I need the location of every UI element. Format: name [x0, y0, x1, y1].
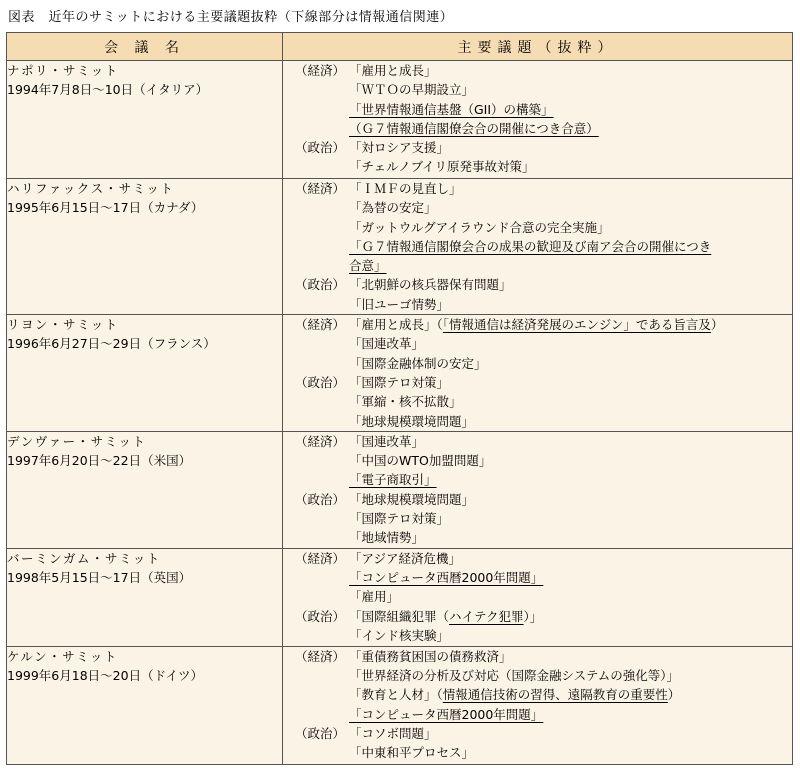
agenda-category: （経済）: [294, 648, 345, 664]
ict-related-text: 合意」: [349, 258, 387, 274]
agenda-text: ）」: [523, 608, 543, 624]
agenda-item: [349, 354, 792, 373]
agenda-text: 「国際テロ対策」: [349, 511, 450, 527]
summit-name: ケルン・サミット: [7, 648, 118, 664]
ict-related-text: ハイテク犯罪: [449, 608, 524, 624]
agenda-line: [283, 61, 792, 80]
agenda-category: [283, 412, 349, 431]
agenda-category: （政治）: [294, 277, 345, 293]
agenda-item: [349, 119, 792, 138]
agenda-category: [283, 354, 349, 373]
agenda-line: [283, 295, 792, 314]
agenda-item: [349, 607, 792, 626]
agenda-text: 「為替の安定」: [349, 200, 437, 216]
agenda-category: （経済）: [294, 433, 345, 449]
agenda-line: [283, 587, 792, 606]
summit-agenda-table: [6, 32, 793, 765]
agenda-item: [349, 451, 792, 470]
agenda-line: [283, 100, 792, 119]
agenda-item: [349, 490, 792, 509]
agenda-text: 「中東和平プロセス」: [349, 745, 475, 761]
agenda-line: [283, 256, 792, 275]
agenda-line: [283, 666, 792, 685]
agenda-text: 「チェルノブイリ原発事故対策」: [349, 159, 535, 175]
agenda-line: [283, 119, 792, 138]
agenda-category: [283, 666, 349, 685]
agenda-item: [349, 237, 792, 256]
agenda-item: [349, 80, 792, 99]
table-row: [7, 61, 793, 179]
agenda-category: [283, 100, 349, 119]
agenda-item: [349, 528, 792, 547]
summit-date: 1998年5月15日〜17日（英国）: [7, 569, 192, 585]
agenda-item: [349, 138, 792, 157]
summit-cell: [7, 548, 283, 646]
agenda-category: [283, 705, 349, 724]
agenda-line: [283, 80, 792, 99]
agenda-category: （政治）: [294, 725, 345, 741]
agenda-cell: [283, 646, 793, 764]
agenda-text: 「雇用」: [349, 589, 400, 605]
agenda-text: 「重債務貧困国の債務救済」: [349, 648, 512, 664]
agenda-text: 「雇用と成長」: [349, 63, 437, 78]
agenda-category: [283, 119, 349, 138]
agenda-text: 「ＩＭＦの見直し」: [349, 181, 462, 196]
agenda-category: [283, 509, 349, 528]
agenda-category: [283, 237, 349, 256]
ict-related-text: 「Ｇ７情報通信閣僚会合の成果の歓迎及び南ア会合の開催につき: [349, 238, 712, 254]
agenda-item: [349, 587, 792, 606]
agenda-item: [349, 412, 792, 431]
agenda-category: （政治）: [294, 491, 345, 507]
agenda-text: 「国連改革」: [349, 336, 425, 352]
agenda-category: [283, 198, 349, 217]
agenda-item: [349, 392, 792, 411]
agenda-text: ）: [710, 317, 724, 333]
agenda-cell: [283, 179, 793, 315]
agenda-text: 「地域情勢」: [349, 530, 425, 546]
agenda-line: [283, 470, 792, 489]
agenda-item: [349, 100, 792, 119]
header-meeting-name: 会 議 名: [7, 33, 283, 61]
agenda-category: （経済）: [294, 550, 345, 566]
agenda-category: [283, 451, 349, 470]
summit-name: ハリファックス・サミット: [7, 181, 175, 196]
agenda-line: [283, 509, 792, 528]
agenda-line: [283, 334, 792, 353]
summit-name: デンヴァー・サミット: [7, 433, 147, 449]
agenda-line: [283, 568, 792, 587]
agenda-cell: [283, 431, 793, 548]
agenda-category: [283, 157, 349, 176]
agenda-text: 「地球規模環境問題」: [349, 491, 475, 507]
table-row: [7, 431, 793, 548]
agenda-text: 「雇用と成長」（: [349, 317, 443, 333]
figure-caption: 図表 近年のサミットにおける主要議題抜粋（下線部分は情報通信関連）: [8, 10, 454, 25]
agenda-line: [283, 354, 792, 373]
agenda-category: [283, 334, 349, 353]
agenda-text: 「地球規模環境問題」: [349, 413, 475, 429]
agenda-text: 「国際金融体制の安定」: [349, 355, 487, 371]
agenda-category: （経済）: [294, 317, 345, 333]
agenda-line: [283, 549, 792, 568]
agenda-text: 「国際テロ対策」: [349, 374, 450, 390]
agenda-line: [283, 237, 792, 256]
table-row: [7, 315, 793, 432]
agenda-line: [283, 218, 792, 237]
agenda-item: [349, 256, 792, 275]
agenda-category: [283, 295, 349, 314]
agenda-item: [349, 666, 792, 685]
ict-related-text: 「電子商取引」: [349, 472, 437, 488]
summit-cell: [7, 61, 283, 179]
agenda-category: [283, 743, 349, 762]
agenda-item: [349, 61, 792, 80]
ict-related-text: 「コンピュータ西暦2000年問題」: [349, 569, 544, 585]
agenda-category: [283, 256, 349, 275]
agenda-line: [283, 412, 792, 431]
header-main-agenda: 主要議題（抜粋）: [283, 33, 793, 61]
agenda-item: [349, 568, 792, 587]
agenda-item: [349, 432, 792, 451]
agenda-category: [283, 80, 349, 99]
agenda-line: [283, 138, 792, 157]
agenda-item: [349, 275, 792, 294]
agenda-text: 「国際組織犯罪（: [349, 608, 450, 624]
agenda-item: [349, 315, 792, 334]
ict-related-text: （Ｇ７情報通信閣僚会合の開催につき合意）: [349, 120, 599, 136]
summit-date: 1997年6月20日〜22日（米国）: [7, 453, 192, 469]
agenda-item: [349, 470, 792, 489]
agenda-text: 「世界経済の分析及び対応（国際金融システムの強化等）」: [349, 667, 680, 683]
agenda-line: [283, 743, 792, 762]
agenda-cell: [283, 548, 793, 646]
summit-cell: [7, 646, 283, 764]
agenda-item: [349, 647, 792, 666]
summit-name: バーミンガム・サミット: [7, 550, 161, 566]
agenda-item: [349, 295, 792, 314]
summit-date: 1996年6月27日〜29日（フランス）: [7, 336, 216, 352]
table-row: [7, 548, 793, 646]
agenda-line: [283, 451, 792, 470]
agenda-text: 「ガットウルグアイラウンド合意の完全実施」: [349, 219, 610, 235]
agenda-item: [349, 157, 792, 176]
agenda-text: 「北朝鮮の核兵器保有問題」: [349, 277, 512, 293]
agenda-line: [283, 528, 792, 547]
table-header-row: [7, 33, 793, 61]
ict-related-text: 「コンピュータ西暦2000年問題」: [349, 706, 544, 722]
agenda-category: （政治）: [294, 374, 345, 390]
ict-related-text: 「世界情報通信基盤（GII）の構築」: [349, 101, 554, 117]
agenda-line: [283, 157, 792, 176]
agenda-category: （経済）: [294, 63, 345, 78]
agenda-category: [283, 685, 349, 704]
agenda-item: [349, 373, 792, 392]
summit-date: 1999年6月18日〜20日（ドイツ）: [7, 667, 203, 683]
agenda-category: [283, 470, 349, 489]
agenda-line: [283, 315, 792, 334]
agenda-category: [283, 626, 349, 645]
agenda-line: [283, 724, 792, 743]
agenda-line: [283, 179, 792, 198]
table-row: [7, 179, 793, 315]
agenda-item: [349, 705, 792, 724]
agenda-item: [349, 549, 792, 568]
agenda-item: [349, 626, 792, 645]
agenda-text: 「アジア経済危機」: [349, 550, 462, 566]
agenda-line: [283, 432, 792, 451]
agenda-line: [283, 198, 792, 217]
agenda-text: 「旧ユーゴ情勢」: [349, 296, 450, 312]
agenda-text: 「軍縮・核不拡散」: [349, 394, 462, 410]
agenda-line: [283, 685, 792, 704]
summit-cell: [7, 315, 283, 432]
agenda-text: 「コソボ問題」: [349, 725, 437, 741]
agenda-text: ）: [667, 687, 681, 703]
summit-cell: [7, 431, 283, 548]
agenda-line: [283, 705, 792, 724]
agenda-line: [283, 607, 792, 626]
agenda-cell: [283, 61, 793, 179]
agenda-item: [349, 334, 792, 353]
agenda-cell: [283, 315, 793, 432]
agenda-category: （政治）: [294, 608, 345, 624]
ict-related-text: 「情報通信は経済発展のエンジン」である旨言及: [442, 317, 711, 333]
summit-date: 1994年7月8日〜10日（イタリア）: [7, 82, 209, 98]
agenda-category: [283, 528, 349, 547]
table-row: [7, 646, 793, 764]
agenda-text: 「インド核実験」: [349, 627, 450, 643]
agenda-item: [349, 179, 792, 198]
agenda-category: [283, 568, 349, 587]
agenda-text: 「中国のWTO加盟問題」: [349, 453, 492, 469]
summit-name: リヨン・サミット: [7, 317, 119, 333]
agenda-line: [283, 392, 792, 411]
ict-related-text: 情報通信技術の習得、遠隔教育の重要性: [442, 687, 668, 703]
summit-name: ナポリ・サミット: [7, 63, 119, 78]
agenda-item: [349, 685, 792, 704]
agenda-category: [283, 392, 349, 411]
agenda-line: [283, 647, 792, 666]
agenda-text: 「教育と人材」（: [349, 687, 443, 703]
agenda-item: [349, 724, 792, 743]
agenda-text: 「国連改革」: [349, 433, 425, 449]
agenda-category: [283, 218, 349, 237]
agenda-line: [283, 275, 792, 294]
agenda-category: （政治）: [294, 140, 345, 156]
agenda-category: （経済）: [294, 181, 345, 196]
summit-date: 1995年6月15日〜17日（カナダ）: [7, 200, 204, 216]
agenda-text: 「ＷＴＯの早期設立」: [349, 82, 475, 98]
agenda-item: [349, 509, 792, 528]
agenda-text: 「対ロシア支援」: [349, 140, 450, 156]
summit-cell: [7, 179, 283, 315]
agenda-line: [283, 490, 792, 509]
agenda-line: [283, 373, 792, 392]
agenda-item: [349, 218, 792, 237]
agenda-item: [349, 198, 792, 217]
agenda-line: [283, 626, 792, 645]
agenda-item: [349, 743, 792, 762]
agenda-category: [283, 587, 349, 606]
